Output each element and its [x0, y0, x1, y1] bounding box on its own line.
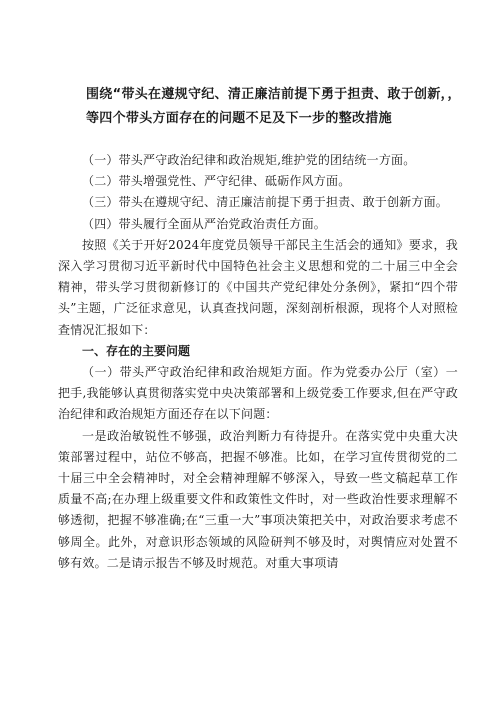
document-title — [60, 83, 460, 131]
section-heading: 一、存在的主要问题 — [82, 343, 191, 358]
list-item-2: （二）带头增强党性、严守纪律、砥砺作风方面。 — [82, 174, 351, 189]
list-item-3: （三）带头在遵规守纪、清正廉洁前提下勇于担责、敢于创新方面。 — [82, 195, 449, 210]
list-item-4: （四）带头履行全面从严治党政治责任方面。 — [82, 216, 327, 231]
section-paragraph-2: 一是政治敏锐性不够强，政治判断力有待提升。在落实党中央重大决策部署过程中，站位不够高，把握不够准。比如，在学习宣传贯彻党的二十届三中全会精神时，对全会精神理解不够深入，导致一些文稿起草工作质量不高;在办理上级重要文件和政策性文件时，对一些政治性要求理解不够透彻，把握不够准确;在“三重一大”事项决策把关中，对政治要求考虑不够周全。此外，对意识形态领域的风险研判不够及时，对舆情应对处置不够有效。二是请示报告不够及时规范。对重大事项请 — [58, 428, 458, 570]
section-paragraph-1: （一）带头严守政治纪律和政治规矩方面。作为党委办公厅（室）一把手,我能够认真贯彻落实党中央决策部署和上级党委工作要求,但在严守政治纪律和政治规矩方面还存在以下问题： — [58, 365, 458, 422]
list-item-1: （一）带头严守政治纪律和政治规矩,维护党的团结统一方面。 — [82, 153, 416, 167]
document-body — [58, 150, 458, 574]
intro-paragraph: 按照《关于开好2024年度党员领导干部民主生活会的通知》要求，我深入学习贯彻习近平新时代中国特色社会主义思想和党的二十届三中全会精神，带头学习贯彻新修订的《中国共产党纪律处分条例》，紧扣“四个带头”主题，广泛征求意见，认真查找问题，深刻剖析根源，现将个人对照检查情况汇报如下： — [58, 237, 458, 337]
title-line-1: 围绕“带头在遵规守纪、清正廉洁前提下勇于担责、敢于创新，， — [86, 87, 461, 102]
title-line-2: 等四个带头方面存在的问题不足及下一步的整改措施 — [86, 111, 392, 126]
